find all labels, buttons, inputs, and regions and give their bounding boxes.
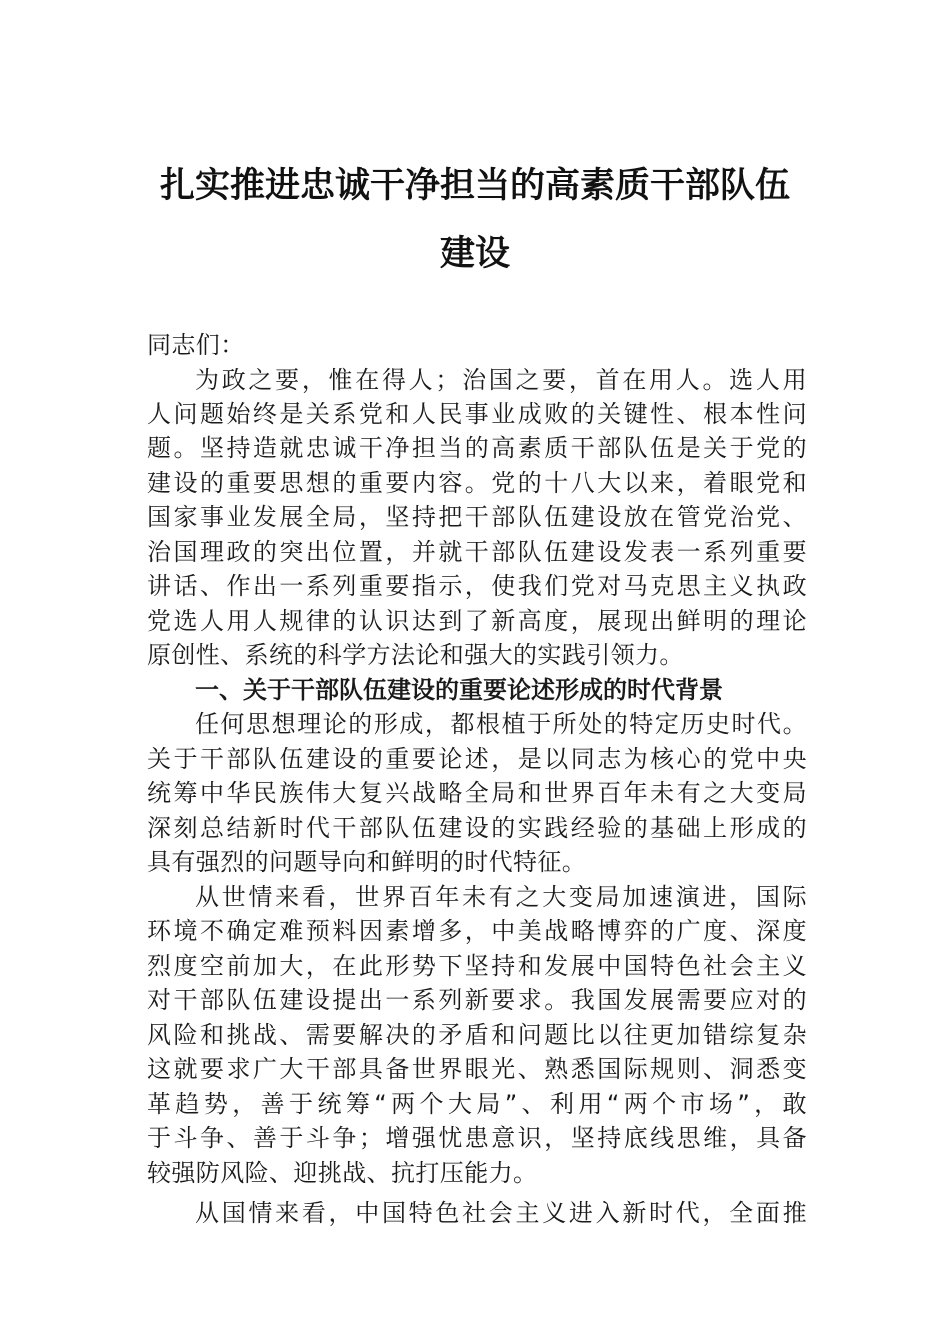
paragraph-line: 烈度空前加大，在此形势下坚持和发展中国特色社会主义 <box>147 952 807 980</box>
paragraph-line: 革趋势，善于统筹“两个大局”、利用“两个市场”，敢 <box>147 1090 807 1118</box>
document-title-line-2: 建设 <box>439 233 510 274</box>
paragraph-line: 治国理政的突出位置，并就干部队伍建设发表一系列重要 <box>147 538 807 566</box>
paragraph-line: 从世情来看，世界百年未有之大变局加速演进，国际 <box>195 883 807 911</box>
paragraph-line: 对干部队伍建设提出一系列新要求。我国发展需要应对的 <box>147 986 807 1014</box>
paragraph-line: 于斗争、善于斗争；增强忧患意识，坚持底线思维，具备 <box>147 1124 807 1152</box>
paragraph-line: 较强防风险、迎挑战、抗打压能力。 <box>147 1159 538 1187</box>
paragraph-line: 国家事业发展全局，坚持把干部队伍建设放在管党治党、 <box>147 503 807 531</box>
paragraph-line: 题。坚持造就忠诚干净担当的高素质干部队伍是关于党的 <box>147 434 807 462</box>
paragraph-line: 环境不确定难预料因素增多，中美战略博弈的广度、深度 <box>147 917 807 945</box>
paragraph-line: 从国情来看，中国特色社会主义进入新时代，全面推 <box>195 1199 807 1227</box>
paragraph-line: 讲话、作出一系列重要指示，使我们党对马克思主义执政 <box>147 572 807 600</box>
paragraph-line: 具有强烈的问题导向和鲜明的时代特征。 <box>147 848 587 876</box>
paragraph-line: 这就要求广大干部具备世界眼光、熟悉国际规则、洞悉变 <box>147 1055 807 1083</box>
paragraph-line: 风险和挑战、需要解决的矛盾和问题比以往更加错综复杂 <box>147 1021 807 1049</box>
paragraph-line: 统筹中华民族伟大复兴战略全局和世界百年未有之大变局 <box>147 779 807 807</box>
paragraph-line: 任何思想理论的形成，都根植于所处的特定历史时代。 <box>195 710 807 738</box>
document-title-line-1: 扎实推进忠诚干净担当的高素质干部队伍 <box>159 165 790 206</box>
paragraph-line: 深刻总结新时代干部队伍建设的实践经验的基础上形成的 <box>147 814 807 842</box>
paragraph-line: 党选人用人规律的认识达到了新高度，展现出鲜明的理论 <box>147 607 807 635</box>
paragraph-line: 人问题始终是关系党和人民事业成败的关键性、根本性问 <box>147 400 807 428</box>
paragraph-line: 原创性、系统的科学方法论和强大的实践引领力。 <box>147 641 684 669</box>
section-heading: 一、关于干部队伍建设的重要论述形成的时代背景 <box>195 676 723 704</box>
paragraph-line: 关于干部队伍建设的重要论述，是以同志为核心的党中央 <box>147 745 807 773</box>
paragraph-line: 建设的重要思想的重要内容。党的十八大以来，着眼党和 <box>147 469 807 497</box>
paragraph-line: 为政之要，惟在得人；治国之要，首在用人。选人用 <box>195 366 807 394</box>
salutation: 同志们： <box>147 331 245 359</box>
